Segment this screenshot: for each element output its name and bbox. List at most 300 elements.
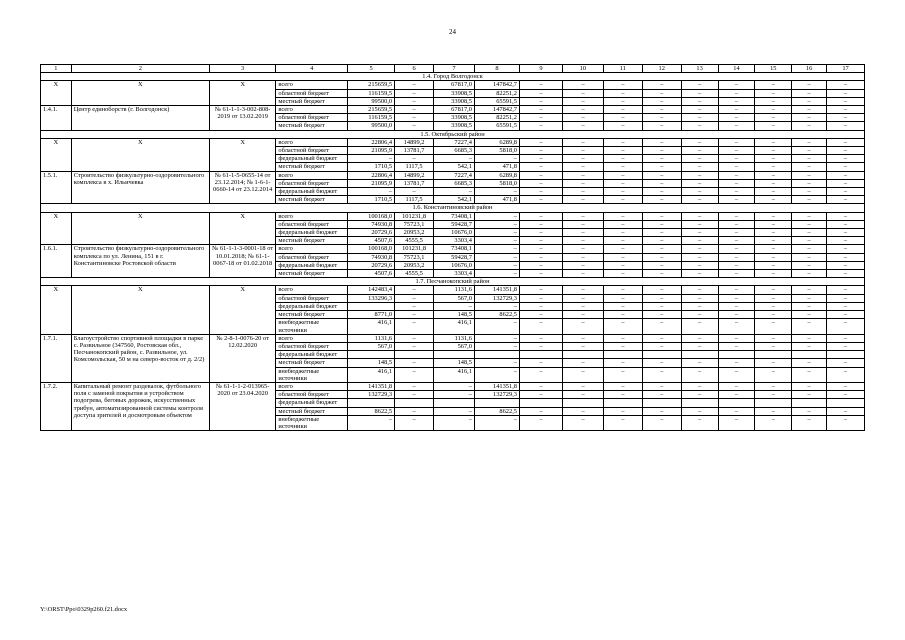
value-col-17: – bbox=[827, 415, 865, 430]
value-col-17: – bbox=[827, 179, 865, 187]
column-number: 13 bbox=[681, 65, 718, 73]
value-col-8: – bbox=[474, 229, 519, 237]
value-col-9: – bbox=[519, 155, 562, 163]
item-name: Строительство физкультурно-оздоровительного комплекса по ул. Ленина, 151 в г. Константиновске Ростовской области bbox=[71, 245, 209, 278]
value-col-16: – bbox=[792, 270, 827, 278]
value-col-16: – bbox=[792, 237, 827, 245]
value-col-15: – bbox=[755, 179, 792, 187]
funding-source: областной бюджет bbox=[276, 179, 348, 187]
value-col-10: – bbox=[562, 89, 603, 97]
value-col-9: – bbox=[519, 367, 562, 382]
value-col-17: – bbox=[827, 261, 865, 269]
value-col-15: – bbox=[755, 261, 792, 269]
value-col-6: 4555,5 bbox=[395, 237, 434, 245]
value-col-9: – bbox=[519, 179, 562, 187]
funding-source: местный бюджет bbox=[276, 270, 348, 278]
value-col-16: – bbox=[792, 382, 827, 390]
value-col-10: – bbox=[562, 179, 603, 187]
value-col-17: – bbox=[827, 270, 865, 278]
column-number: 9 bbox=[519, 65, 562, 73]
value-col-7: 567,0 bbox=[434, 342, 475, 350]
value-col-17: – bbox=[827, 171, 865, 179]
value-col-10: – bbox=[562, 138, 603, 146]
value-col-16: – bbox=[792, 106, 827, 114]
funding-source: федеральный бюджет bbox=[276, 261, 348, 269]
value-col-9: – bbox=[519, 253, 562, 261]
value-col-10: – bbox=[562, 97, 603, 105]
value-col-11: – bbox=[603, 382, 642, 390]
funding-source: федеральный бюджет bbox=[276, 188, 348, 196]
value-col-9: – bbox=[519, 311, 562, 319]
value-col-10: – bbox=[562, 253, 603, 261]
funding-source: федеральный бюджет bbox=[276, 229, 348, 237]
value-col-9: – bbox=[519, 342, 562, 350]
value-col-16: – bbox=[792, 114, 827, 122]
value-col-14: – bbox=[718, 342, 755, 350]
funding-source: федеральный бюджет bbox=[276, 399, 348, 407]
value-col-10: – bbox=[562, 407, 603, 415]
table-row bbox=[41, 106, 865, 114]
value-col-5: 133296,3 bbox=[348, 294, 395, 302]
value-col-5: 100168,0 bbox=[348, 212, 395, 220]
value-col-10: – bbox=[562, 245, 603, 253]
value-col-8: – bbox=[474, 188, 519, 196]
value-col-5: 8622,5 bbox=[348, 407, 395, 415]
value-col-17: – bbox=[827, 334, 865, 342]
value-col-8: 471,8 bbox=[474, 163, 519, 171]
value-col-15: – bbox=[755, 155, 792, 163]
value-col-11: – bbox=[603, 138, 642, 146]
value-col-14: – bbox=[718, 179, 755, 187]
column-number: 2 bbox=[71, 65, 209, 73]
value-col-13: – bbox=[681, 319, 718, 334]
value-col-7: 542,1 bbox=[434, 196, 475, 204]
value-col-16: – bbox=[792, 81, 827, 89]
value-col-16: – bbox=[792, 294, 827, 302]
value-col-14: – bbox=[718, 106, 755, 114]
value-col-12: – bbox=[642, 407, 681, 415]
value-col-17: – bbox=[827, 106, 865, 114]
value-col-14: – bbox=[718, 163, 755, 171]
value-col-12: – bbox=[642, 294, 681, 302]
value-col-11: – bbox=[603, 155, 642, 163]
funding-source: областной бюджет bbox=[276, 294, 348, 302]
item-number: 1.7.2. bbox=[41, 382, 72, 430]
value-col-11: – bbox=[603, 245, 642, 253]
value-col-6: 75723,1 bbox=[395, 220, 434, 228]
value-col-8: 141351,8 bbox=[474, 286, 519, 294]
value-col-15: – bbox=[755, 302, 792, 310]
item-number: 1.4.1. bbox=[41, 106, 72, 131]
value-col-17: – bbox=[827, 81, 865, 89]
value-col-7: – bbox=[434, 407, 475, 415]
value-col-9: – bbox=[519, 245, 562, 253]
value-col-8: – bbox=[474, 212, 519, 220]
value-col-9: – bbox=[519, 147, 562, 155]
item-number: X bbox=[41, 81, 72, 106]
value-col-9: – bbox=[519, 415, 562, 430]
value-col-7: 59428,7 bbox=[434, 220, 475, 228]
value-col-13: – bbox=[681, 188, 718, 196]
funding-source: областной бюджет bbox=[276, 147, 348, 155]
value-col-5: 416,1 bbox=[348, 367, 395, 382]
value-col-5: 1710,5 bbox=[348, 163, 395, 171]
item-number: X bbox=[41, 286, 72, 334]
value-col-10: – bbox=[562, 196, 603, 204]
value-col-13: – bbox=[681, 196, 718, 204]
value-col-5: 99500,0 bbox=[348, 122, 395, 130]
value-col-8: – bbox=[474, 334, 519, 342]
value-col-6: – bbox=[395, 415, 434, 430]
value-col-8: 141351,8 bbox=[474, 382, 519, 390]
value-col-9: – bbox=[519, 188, 562, 196]
value-col-5: 8771,0 bbox=[348, 311, 395, 319]
value-col-12: – bbox=[642, 171, 681, 179]
value-col-15: – bbox=[755, 359, 792, 367]
item-document: № 61-1-5-0655-14 от 23.12.2014; № 1-6-1-0660-14 от 23.12.2014 bbox=[209, 171, 276, 204]
value-col-17: – bbox=[827, 155, 865, 163]
value-col-17: – bbox=[827, 311, 865, 319]
value-col-14: – bbox=[718, 229, 755, 237]
value-col-6: – bbox=[395, 81, 434, 89]
value-col-16 bbox=[792, 399, 827, 407]
column-number: 17 bbox=[827, 65, 865, 73]
value-col-11: – bbox=[603, 97, 642, 105]
value-col-5: – bbox=[348, 155, 395, 163]
value-col-12: – bbox=[642, 196, 681, 204]
column-number: 5 bbox=[348, 65, 395, 73]
value-col-13: – bbox=[681, 106, 718, 114]
funding-source: внебюджетные источники bbox=[276, 367, 348, 382]
value-col-13: – bbox=[681, 359, 718, 367]
value-col-5: 4507,6 bbox=[348, 270, 395, 278]
value-col-5: 21095,9 bbox=[348, 179, 395, 187]
column-number: 8 bbox=[474, 65, 519, 73]
value-col-16: – bbox=[792, 261, 827, 269]
value-col-9: – bbox=[519, 294, 562, 302]
value-col-6: 75723,1 bbox=[395, 253, 434, 261]
value-col-9: – bbox=[519, 97, 562, 105]
table-row bbox=[41, 245, 865, 253]
value-col-12: – bbox=[642, 138, 681, 146]
value-col-7: 67817,0 bbox=[434, 106, 475, 114]
value-col-7: – bbox=[434, 382, 475, 390]
value-col-5: – bbox=[348, 188, 395, 196]
value-col-7: – bbox=[434, 155, 475, 163]
value-col-9: – bbox=[519, 391, 562, 399]
value-col-17: – bbox=[827, 253, 865, 261]
value-col-6: 20953,2 bbox=[395, 261, 434, 269]
value-col-14: – bbox=[718, 114, 755, 122]
value-col-7: 148,5 bbox=[434, 359, 475, 367]
value-col-7: 1131,6 bbox=[434, 334, 475, 342]
value-col-12: – bbox=[642, 212, 681, 220]
value-col-13: – bbox=[681, 415, 718, 430]
value-col-10: – bbox=[562, 147, 603, 155]
value-col-12: – bbox=[642, 245, 681, 253]
table-row bbox=[41, 138, 865, 146]
value-col-17: – bbox=[827, 286, 865, 294]
table-body bbox=[41, 65, 865, 431]
value-col-13: – bbox=[681, 81, 718, 89]
value-col-13: – bbox=[681, 171, 718, 179]
value-col-7: 6685,3 bbox=[434, 179, 475, 187]
value-col-6 bbox=[395, 399, 434, 407]
value-col-5: 22806,4 bbox=[348, 171, 395, 179]
value-col-12: – bbox=[642, 286, 681, 294]
value-col-7 bbox=[434, 399, 475, 407]
value-col-8: – bbox=[474, 270, 519, 278]
value-col-9 bbox=[519, 399, 562, 407]
funding-source: местный бюджет bbox=[276, 407, 348, 415]
funding-source: областной бюджет bbox=[276, 220, 348, 228]
value-col-13: – bbox=[681, 302, 718, 310]
column-number: 10 bbox=[562, 65, 603, 73]
value-col-15: – bbox=[755, 253, 792, 261]
value-col-10: – bbox=[562, 188, 603, 196]
value-col-6: – bbox=[395, 407, 434, 415]
value-col-12: – bbox=[642, 122, 681, 130]
value-col-15: – bbox=[755, 171, 792, 179]
value-col-9: – bbox=[519, 81, 562, 89]
value-col-13: – bbox=[681, 286, 718, 294]
value-col-14: – bbox=[718, 319, 755, 334]
value-col-11: – bbox=[603, 407, 642, 415]
value-col-8: – bbox=[474, 367, 519, 382]
value-col-16: – bbox=[792, 311, 827, 319]
value-col-15: – bbox=[755, 114, 792, 122]
value-col-12: – bbox=[642, 97, 681, 105]
value-col-12 bbox=[642, 351, 681, 359]
value-col-12: – bbox=[642, 229, 681, 237]
value-col-12: – bbox=[642, 163, 681, 171]
value-col-6: 14899,2 bbox=[395, 171, 434, 179]
funding-source: всего bbox=[276, 286, 348, 294]
value-col-9: – bbox=[519, 237, 562, 245]
value-col-16: – bbox=[792, 367, 827, 382]
value-col-17: – bbox=[827, 229, 865, 237]
funding-source: внебюджетные источники bbox=[276, 319, 348, 334]
value-col-13: – bbox=[681, 382, 718, 390]
item-document: X bbox=[209, 212, 276, 245]
value-col-14: – bbox=[718, 286, 755, 294]
item-number: 1.6.1. bbox=[41, 245, 72, 278]
value-col-12: – bbox=[642, 188, 681, 196]
item-document: № 61-1-1-2-013965-2020 от 23.04.2020 bbox=[209, 382, 276, 430]
value-col-12: – bbox=[642, 367, 681, 382]
value-col-11: – bbox=[603, 106, 642, 114]
value-col-5: 416,1 bbox=[348, 319, 395, 334]
value-col-10: – bbox=[562, 122, 603, 130]
value-col-9: – bbox=[519, 334, 562, 342]
footer-file-path: Y:\ORST\Ppo\0329p260.f21.docx bbox=[40, 606, 128, 613]
value-col-5: 215659,5 bbox=[348, 81, 395, 89]
value-col-6: – bbox=[395, 391, 434, 399]
value-col-16: – bbox=[792, 212, 827, 220]
value-col-17: – bbox=[827, 407, 865, 415]
value-col-8: – bbox=[474, 220, 519, 228]
value-col-8: – bbox=[474, 155, 519, 163]
value-col-12: – bbox=[642, 237, 681, 245]
value-col-16: – bbox=[792, 97, 827, 105]
column-number: 14 bbox=[718, 65, 755, 73]
value-col-6: – bbox=[395, 286, 434, 294]
value-col-8: 82251,2 bbox=[474, 89, 519, 97]
value-col-9: – bbox=[519, 319, 562, 334]
column-number: 4 bbox=[276, 65, 348, 73]
value-col-11: – bbox=[603, 302, 642, 310]
value-col-14: – bbox=[718, 359, 755, 367]
value-col-8: 147842,7 bbox=[474, 106, 519, 114]
value-col-11: – bbox=[603, 220, 642, 228]
value-col-13 bbox=[681, 351, 718, 359]
value-col-16: – bbox=[792, 89, 827, 97]
value-col-13: – bbox=[681, 97, 718, 105]
value-col-14: – bbox=[718, 270, 755, 278]
value-col-11: – bbox=[603, 122, 642, 130]
funding-source: всего bbox=[276, 382, 348, 390]
value-col-6: – bbox=[395, 319, 434, 334]
value-col-5: 1131,6 bbox=[348, 334, 395, 342]
value-col-9: – bbox=[519, 122, 562, 130]
item-number: 1.5.1. bbox=[41, 171, 72, 204]
value-col-17: – bbox=[827, 212, 865, 220]
value-col-5: 21095,9 bbox=[348, 147, 395, 155]
value-col-9: – bbox=[519, 407, 562, 415]
value-col-15: – bbox=[755, 188, 792, 196]
value-col-6: – bbox=[395, 311, 434, 319]
value-col-7: 33908,5 bbox=[434, 114, 475, 122]
value-col-11: – bbox=[603, 81, 642, 89]
value-col-7: 67817,0 bbox=[434, 81, 475, 89]
item-document: X bbox=[209, 81, 276, 106]
value-col-5: 22806,4 bbox=[348, 138, 395, 146]
value-col-16 bbox=[792, 351, 827, 359]
value-col-5 bbox=[348, 351, 395, 359]
value-col-13: – bbox=[681, 89, 718, 97]
value-col-16: – bbox=[792, 334, 827, 342]
value-col-6: – bbox=[395, 155, 434, 163]
value-col-16: – bbox=[792, 122, 827, 130]
table-row bbox=[41, 382, 865, 390]
value-col-7: – bbox=[434, 391, 475, 399]
value-col-9: – bbox=[519, 286, 562, 294]
value-col-14: – bbox=[718, 253, 755, 261]
value-col-6: 101231,8 bbox=[395, 245, 434, 253]
value-col-9: – bbox=[519, 359, 562, 367]
value-col-7: – bbox=[434, 415, 475, 430]
value-col-5: 116159,5 bbox=[348, 89, 395, 97]
value-col-12: – bbox=[642, 89, 681, 97]
value-col-11: – bbox=[603, 270, 642, 278]
value-col-9: – bbox=[519, 114, 562, 122]
value-col-15: – bbox=[755, 334, 792, 342]
value-col-13: – bbox=[681, 294, 718, 302]
value-col-7: 567,0 bbox=[434, 294, 475, 302]
value-col-8: – bbox=[474, 261, 519, 269]
value-col-9: – bbox=[519, 220, 562, 228]
value-col-15: – bbox=[755, 196, 792, 204]
funding-source: всего bbox=[276, 171, 348, 179]
funding-source: местный бюджет bbox=[276, 122, 348, 130]
value-col-6: 14899,2 bbox=[395, 138, 434, 146]
funding-source: всего bbox=[276, 106, 348, 114]
value-col-17: – bbox=[827, 294, 865, 302]
value-col-16: – bbox=[792, 391, 827, 399]
value-col-12: – bbox=[642, 220, 681, 228]
value-col-14: – bbox=[718, 97, 755, 105]
value-col-14: – bbox=[718, 302, 755, 310]
value-col-13: – bbox=[681, 270, 718, 278]
value-col-15 bbox=[755, 399, 792, 407]
value-col-17: – bbox=[827, 367, 865, 382]
value-col-14: – bbox=[718, 155, 755, 163]
value-col-11: – bbox=[603, 359, 642, 367]
value-col-6: 4555,5 bbox=[395, 270, 434, 278]
item-document: X bbox=[209, 286, 276, 334]
funding-source: местный бюджет bbox=[276, 359, 348, 367]
value-col-10: – bbox=[562, 382, 603, 390]
value-col-5: 567,0 bbox=[348, 342, 395, 350]
value-col-12: – bbox=[642, 311, 681, 319]
value-col-6: 101231,8 bbox=[395, 212, 434, 220]
value-col-14: – bbox=[718, 311, 755, 319]
value-col-9: – bbox=[519, 382, 562, 390]
value-col-15: – bbox=[755, 97, 792, 105]
value-col-15: – bbox=[755, 237, 792, 245]
column-number-row bbox=[41, 65, 865, 73]
value-col-14: – bbox=[718, 89, 755, 97]
item-document: № 61-1-1-3-002-808-2019 от 13.02.2019 bbox=[209, 106, 276, 131]
value-col-10: – bbox=[562, 81, 603, 89]
value-col-17: – bbox=[827, 147, 865, 155]
value-col-11: – bbox=[603, 367, 642, 382]
value-col-5: 20729,6 bbox=[348, 261, 395, 269]
value-col-11: – bbox=[603, 163, 642, 171]
value-col-13: – bbox=[681, 179, 718, 187]
funding-source: местный бюджет bbox=[276, 237, 348, 245]
value-col-7: 3303,4 bbox=[434, 270, 475, 278]
value-col-10: – bbox=[562, 106, 603, 114]
value-col-15: – bbox=[755, 81, 792, 89]
item-document: № 2-8-1-0076-20 от 12.02.2020 bbox=[209, 334, 276, 382]
section-title: 1.4. Город Волгодонск bbox=[41, 73, 865, 81]
value-col-7: 416,1 bbox=[434, 319, 475, 334]
value-col-6: – bbox=[395, 114, 434, 122]
value-col-12: – bbox=[642, 270, 681, 278]
value-col-11: – bbox=[603, 89, 642, 97]
value-col-10: – bbox=[562, 212, 603, 220]
section-title: 1.5. Октябрьский район bbox=[41, 130, 865, 138]
value-col-5: 141351,8 bbox=[348, 382, 395, 390]
value-col-14: – bbox=[718, 138, 755, 146]
value-col-15: – bbox=[755, 245, 792, 253]
value-col-7: 3303,4 bbox=[434, 237, 475, 245]
value-col-14: – bbox=[718, 81, 755, 89]
value-col-15: – bbox=[755, 122, 792, 130]
value-col-13: – bbox=[681, 334, 718, 342]
value-col-14: – bbox=[718, 382, 755, 390]
column-number: 15 bbox=[755, 65, 792, 73]
value-col-11 bbox=[603, 351, 642, 359]
value-col-10: – bbox=[562, 319, 603, 334]
value-col-9: – bbox=[519, 138, 562, 146]
value-col-16: – bbox=[792, 302, 827, 310]
value-col-8: – bbox=[474, 415, 519, 430]
item-name: X bbox=[71, 81, 209, 106]
value-col-7: 33908,5 bbox=[434, 97, 475, 105]
value-col-15: – bbox=[755, 367, 792, 382]
